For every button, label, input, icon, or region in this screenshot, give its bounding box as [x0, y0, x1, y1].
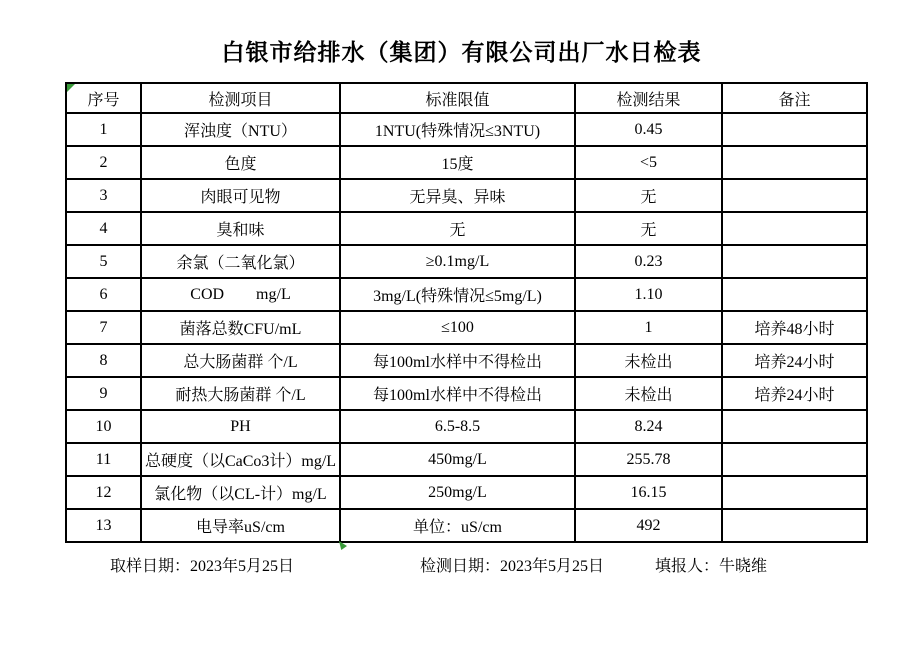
- cell-item: 氯化物（以CL-计）mg/L: [141, 476, 340, 509]
- cell-result: 未检出: [575, 344, 722, 377]
- cell-remark: [722, 509, 867, 542]
- cell-standard: 3mg/L(特殊情况≤5mg/L): [340, 278, 575, 311]
- cell-remark: [722, 410, 867, 443]
- table-row: [66, 311, 867, 344]
- cell-item: 耐热大肠菌群 个/L: [141, 377, 340, 410]
- cell-index: 6: [66, 278, 141, 311]
- cell-index: 9: [66, 377, 141, 410]
- cell-standard: 每100ml水样中不得检出: [340, 377, 575, 410]
- cell-standard: 6.5-8.5: [340, 410, 575, 443]
- table-row: [66, 245, 867, 278]
- table-row: [66, 113, 867, 146]
- cell-result: 1.10: [575, 278, 722, 311]
- cell-item: 余氯（二氧化氯）: [141, 245, 340, 278]
- cell-remark: [722, 245, 867, 278]
- cell-standard: 450mg/L: [340, 443, 575, 476]
- cell-result: 无: [575, 179, 722, 212]
- table-header-row: [66, 83, 867, 113]
- table-row: [66, 377, 867, 410]
- cell-index: 7: [66, 311, 141, 344]
- cell-result: 0.45: [575, 113, 722, 146]
- cell-index: 4: [66, 212, 141, 245]
- sampling-date-label: 取样日期：2023年5月25日: [110, 558, 295, 575]
- cell-result: 未检出: [575, 377, 722, 410]
- cell-index: 10: [66, 410, 141, 443]
- cell-remark: [722, 179, 867, 212]
- cell-index: 2: [66, 146, 141, 179]
- table-row: [66, 278, 867, 311]
- cell-remark: 培养24小时: [722, 344, 867, 377]
- cell-item: 浑浊度（NTU）: [141, 113, 340, 146]
- cell-remark: [722, 212, 867, 245]
- cell-standard: 250mg/L: [340, 476, 575, 509]
- cell-remark: [722, 476, 867, 509]
- cell-remark: [722, 146, 867, 179]
- cell-item: 总大肠菌群 个/L: [141, 344, 340, 377]
- cell-item: 电导率uS/cm: [141, 509, 340, 542]
- cell-remark: [722, 113, 867, 146]
- header-standard: 标准限值: [340, 83, 575, 113]
- page-title: 白银市给排水（集团）有限公司出厂水日检表: [221, 40, 702, 65]
- cell-index: 3: [66, 179, 141, 212]
- cell-standard: 每100ml水样中不得检出: [340, 344, 575, 377]
- footer: [0, 553, 923, 575]
- cell-item: COD mg/L: [141, 278, 340, 311]
- cell-standard: 单位：uS/cm: [340, 509, 575, 542]
- header-result: 检测结果: [575, 83, 722, 113]
- table-row: [66, 212, 867, 245]
- cell-item: 菌落总数CFU/mL: [141, 311, 340, 344]
- cell-remark: 培养48小时: [722, 311, 867, 344]
- cell-item: 色度: [141, 146, 340, 179]
- cell-result: 492: [575, 509, 722, 542]
- table-row: [66, 410, 867, 443]
- cell-standard: ≤100: [340, 311, 575, 344]
- cell-item: 肉眼可见物: [141, 179, 340, 212]
- header-item: 检测项目: [141, 83, 340, 113]
- cell-index: 1: [66, 113, 141, 146]
- reporter-label: 填报人：牛晓维: [655, 558, 768, 575]
- test-date-label: 检测日期：2023年5月25日: [420, 558, 605, 575]
- cell-standard: 1NTU(特殊情况≤3NTU): [340, 113, 575, 146]
- cell-index: 13: [66, 509, 141, 542]
- table-body: [66, 113, 867, 542]
- table-row: [66, 146, 867, 179]
- cell-result: 0.23: [575, 245, 722, 278]
- cell-result: 255.78: [575, 443, 722, 476]
- cell-remark: 培养24小时: [722, 377, 867, 410]
- table-row: [66, 344, 867, 377]
- cell-standard: 无异臭、异味: [340, 179, 575, 212]
- cell-item: 臭和味: [141, 212, 340, 245]
- table-row: [66, 509, 867, 542]
- table-row: [66, 476, 867, 509]
- cell-result: 8.24: [575, 410, 722, 443]
- cell-standard: ≥0.1mg/L: [340, 245, 575, 278]
- table-header: [66, 83, 867, 113]
- cell-remark: [722, 443, 867, 476]
- cell-standard: 15度: [340, 146, 575, 179]
- cell-remark: [722, 278, 867, 311]
- header-index: 序号: [66, 83, 141, 113]
- cell-index: 8: [66, 344, 141, 377]
- cell-index: 11: [66, 443, 141, 476]
- inspection-table: [65, 82, 868, 543]
- cell-result: 无: [575, 212, 722, 245]
- cell-error-indicator-icon: [67, 84, 75, 92]
- cell-result: 1: [575, 311, 722, 344]
- cell-standard: 无: [340, 212, 575, 245]
- header-remark: 备注: [722, 83, 867, 113]
- table-row: [66, 179, 867, 212]
- cell-item: PH: [141, 410, 340, 443]
- table-row: [66, 443, 867, 476]
- cell-index: 12: [66, 476, 141, 509]
- cell-result: 16.15: [575, 476, 722, 509]
- cell-index: 5: [66, 245, 141, 278]
- cell-item: 总硬度（以CaCo3计）mg/L: [141, 443, 340, 476]
- cell-result: <5: [575, 146, 722, 179]
